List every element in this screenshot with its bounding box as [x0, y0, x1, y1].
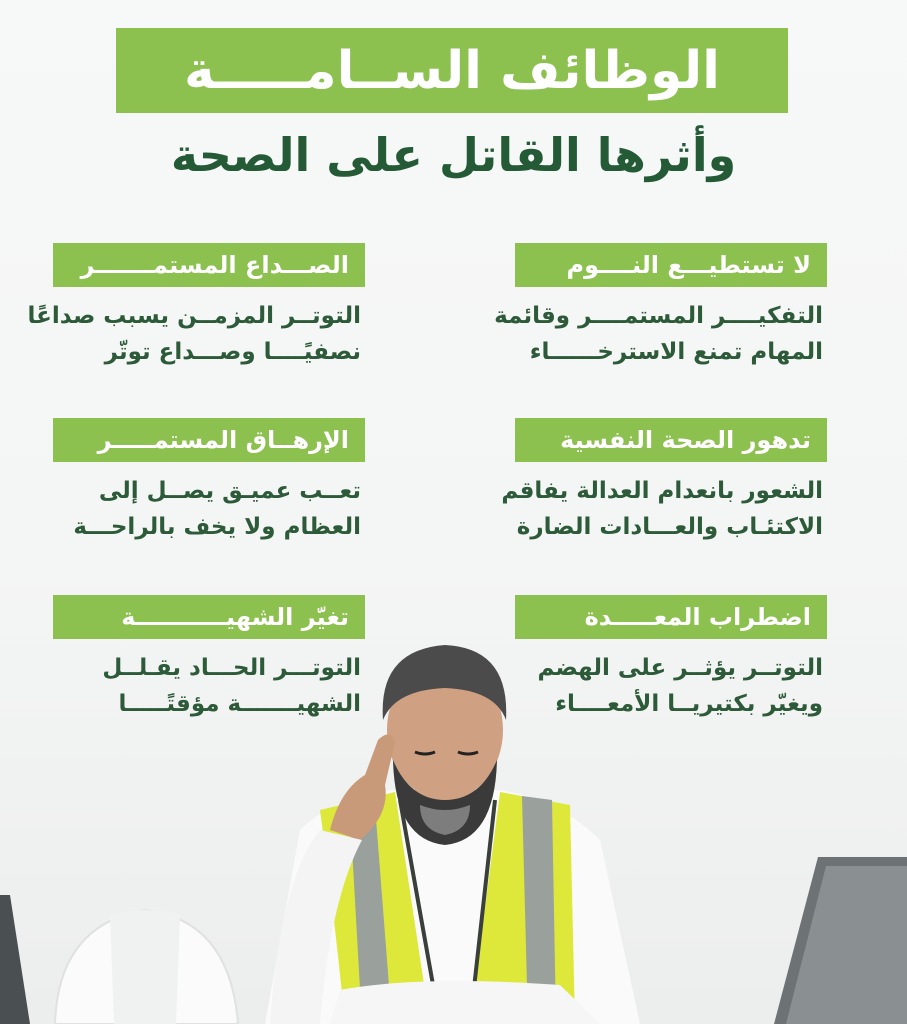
card-line: التوتـــر الحـــاد يقـلــل: [102, 655, 361, 681]
card-line: المهام تمنع الاسترخــــــاء: [529, 339, 823, 365]
laptop-icon: [774, 857, 907, 1024]
monitor-edge: [0, 895, 30, 1024]
card-line: تعــب عميـق يصــل إلى: [98, 478, 361, 504]
page-subtitle: وأثرها القاتل على الصحة: [170, 128, 737, 182]
card-heading: الصـــداع المستمـــــــر: [53, 243, 365, 287]
worker-figure: [265, 645, 640, 1024]
stressed-worker-illustration: [0, 620, 907, 1024]
card-headache: [27, 243, 365, 370]
card-line: العظام ولا يخف بالراحـــة: [73, 514, 361, 540]
card-line: نصفيًــــا وصـــداع توتّر: [104, 339, 361, 365]
card-mental-health: [501, 418, 827, 545]
card-line: الشهيـــــــة مؤقتًـــــا: [118, 691, 361, 717]
card-heading: لا تستطيـــع النــــوم: [515, 243, 827, 287]
card-heading: تغيّر الشهيـــــــــــة: [53, 595, 365, 639]
card-line: الشعور بانعدام العدالة يفاقم: [501, 478, 823, 504]
card-line: ويغيّر بكتيريــا الأمعــــاء: [555, 691, 823, 717]
card-line: الاكتئـاب والعـــادات الضارة: [516, 514, 823, 540]
page-title: الوظائف الســامـــــة: [184, 40, 720, 101]
card-exhaustion: [53, 418, 365, 545]
card-heading: الإرهــاق المستمـــــر: [53, 418, 365, 462]
card-line: التفكيــــر المستمــــر وقائمة: [494, 303, 823, 329]
card-heading: تدهور الصحة النفسية: [515, 418, 827, 462]
card-heading: اضطراب المعـــــدة: [515, 595, 827, 639]
title-banner: [116, 28, 788, 113]
hard-hat-icon: [55, 910, 238, 1024]
card-line: التوتــر المزمــن يسبب صداعًا: [27, 303, 361, 329]
card-line: التوتــر يؤثــر على الهضم: [537, 655, 823, 681]
card-insomnia: [494, 243, 827, 370]
